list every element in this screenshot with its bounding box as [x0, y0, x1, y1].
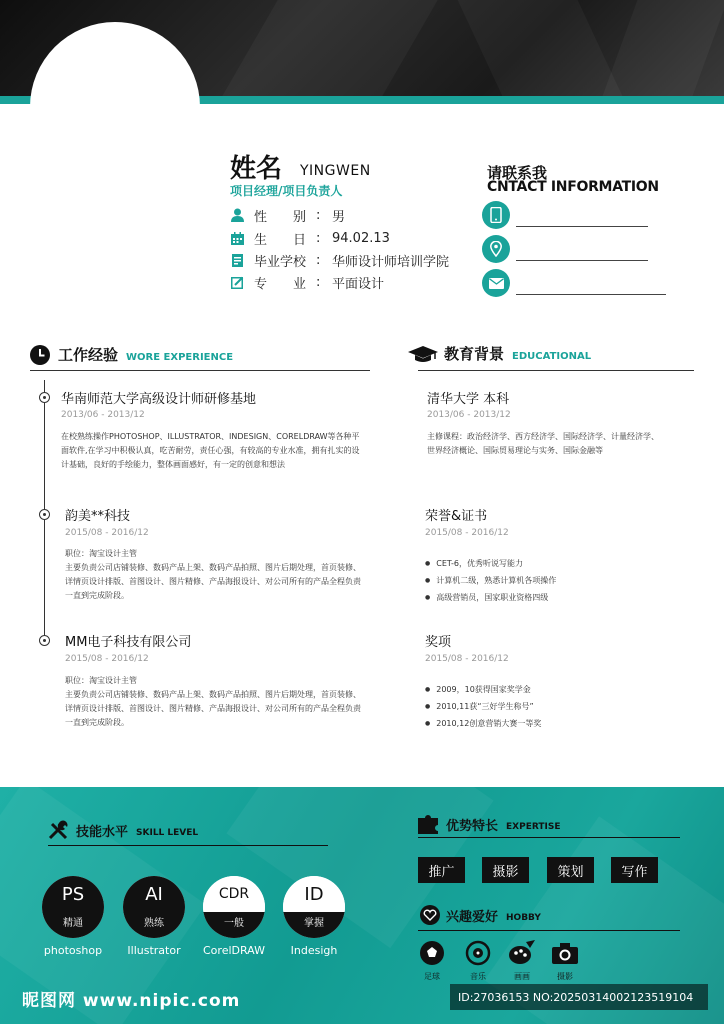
awards-list: [425, 681, 541, 732]
skill-level: 掌握: [283, 912, 345, 938]
skill-level: 一般: [203, 912, 265, 938]
education-title: 教育背景: [444, 345, 505, 363]
edit-icon: [230, 275, 244, 289]
person-icon: [230, 208, 244, 222]
calendar-icon: [230, 231, 244, 245]
hobby-label: 音乐: [470, 972, 486, 981]
skills-title-en: SKILL LEVEL: [136, 828, 199, 838]
job-role: 项目经理/项目负责人: [230, 184, 343, 198]
info-label: 性 别: [254, 209, 307, 225]
info-major: 专 业 : 平面设计: [230, 272, 384, 292]
skill-level: 精通: [42, 912, 104, 938]
skill-name: Illustrator: [127, 944, 181, 957]
list-item: ● 高级营销员，国家职业资格四级: [425, 589, 556, 606]
skill-id-badge: [283, 876, 345, 938]
education-heading: [408, 343, 591, 364]
contact-line: [516, 294, 666, 295]
job-date: 2013/06 - 2013/12: [61, 410, 145, 420]
school-icon: [230, 253, 244, 267]
puzzle-icon: [418, 812, 440, 834]
experience-rule: [30, 370, 370, 371]
info-value: 平面设计: [332, 276, 385, 292]
hobby-title-en: HOBBY: [506, 913, 541, 923]
job-description: 在校熟练操作PHOTOSHOP、ILLUSTRATOR、INDESIGN、CORELDRAW等各种平 面软件,在学习中积极认真，吃苦耐劳，责任心强，有较高的专业水准，拥有扎实的设 计基础，良好的手绘能力，整体画面感好，有一定的创意和想法: [61, 432, 360, 469]
list-item: ● 2010,12创意营销大赛一等奖: [425, 715, 541, 732]
skills-heading: [48, 820, 198, 840]
awards-date: 2015/08 - 2016/12: [425, 654, 509, 664]
job-date: 2015/08 - 2016/12: [65, 654, 149, 664]
music-icon: [464, 939, 492, 967]
skill-level: 熟练: [123, 912, 185, 938]
info-label: 生 日: [254, 232, 307, 248]
hobby-label: 摄影: [557, 972, 573, 981]
person-name: 姓名: [230, 154, 283, 184]
skills-title: 技能水平: [76, 825, 129, 840]
contact-location-row: [482, 235, 672, 265]
expertise-title-en: EXPERTISE: [506, 822, 561, 832]
skill-name: photoshop: [43, 944, 103, 957]
hobby-label: 画画: [514, 972, 530, 981]
experience-heading: [30, 344, 233, 365]
expertise-rule: [418, 837, 680, 838]
expertise-tag: 推广: [418, 857, 465, 883]
clock-icon: [30, 345, 50, 365]
football-icon: [418, 939, 446, 967]
skill-abbr: AI: [123, 876, 185, 912]
education-rule: [418, 370, 694, 371]
job-title: MM电子科技有限公司: [65, 635, 192, 650]
timeline-dot: [39, 392, 50, 403]
heart-icon: [420, 905, 440, 925]
list-item: ● 2010,11获“三好学生称号”: [425, 698, 541, 715]
job-title: 华南师范大学高级设计师研修基地: [61, 392, 257, 407]
watermark-id: ID:27036153 NO:20250314002123519104: [450, 984, 708, 1010]
contact-mail-row: [482, 269, 672, 299]
education-courses: 主修课程：政治经济学、西方经济学、国际经济学、计量经济学、 世界经济概论、国际贸易理论与实务、国际金融等: [427, 432, 659, 455]
job-title: 韵美**科技: [65, 509, 131, 524]
school-degree: 清华大学 本科: [427, 392, 510, 407]
contact-subtitle: CNTACT INFORMATION: [487, 179, 659, 195]
hobby-heading: [420, 905, 541, 925]
painting-icon: [508, 939, 536, 967]
skill-name: Indesigh: [290, 944, 338, 957]
timeline-dot: [39, 635, 50, 646]
skill-ai-badge: [123, 876, 185, 938]
contact-title: 请联系我: [487, 164, 548, 182]
info-value: 94.02.13: [332, 230, 390, 246]
skill-abbr: PS: [42, 876, 104, 912]
expertise-tag: 策划: [547, 857, 594, 883]
expertise-heading: [418, 812, 561, 834]
info-value: 华师设计师培训学院: [332, 254, 450, 270]
info-gender: 性 别 : 男: [230, 205, 345, 225]
list-item: ● CET-6，优秀听说写能力: [425, 555, 556, 572]
camera-icon: [551, 939, 579, 967]
job-description: 职位：淘宝设计主管 主要负责公司店铺装修、数码产品上架、数码产品拍照、图片后期处理，首页装修、 详情页设计排版、首图设计、图片精修、产品海报设计、对公司所有的产品全程负责 一直到完成阶段。: [65, 549, 361, 600]
skills-rule: [48, 845, 328, 846]
job-description: 职位：淘宝设计主管 主要负责公司店铺装修、数码产品上架、数码产品拍照、图片后期处理，首页装修、 详情页设计排版、首图设计、图片精修、产品海报设计、对公司所有的产品全程负责 一直到完成阶段。: [65, 676, 361, 727]
list-item: ● 2009，10获得国家奖学金: [425, 681, 541, 698]
info-label: 毕业学校: [254, 254, 307, 270]
info-value: 男: [332, 209, 346, 225]
hobby-title: 兴趣爱好: [446, 910, 499, 925]
honors-title: 荣誉&证书: [425, 509, 488, 524]
watermark-site: 昵图网 www.nipic.com: [22, 991, 241, 1011]
honors-date: 2015/08 - 2016/12: [425, 528, 509, 538]
skill-abbr: CDR: [203, 876, 265, 912]
skill-ps-badge: [42, 876, 104, 938]
awards-title: 奖项: [425, 635, 452, 650]
hobby-rule: [418, 930, 680, 931]
contact-line: [516, 226, 648, 227]
list-item: ● 计算机二级，熟悉计算机各项操作: [425, 572, 556, 589]
info-school: 毕业学校 : 华师设计师培训学院: [230, 250, 449, 270]
skill-cdr-badge: [203, 876, 265, 938]
experience-title-en: WORE EXPERIENCE: [126, 352, 234, 363]
timeline-dot: [39, 509, 50, 520]
hobby-label: 足球: [424, 972, 440, 981]
skill-name: CorelDRAW: [203, 944, 265, 957]
graduation-cap-icon: [408, 344, 438, 364]
info-label: 专 业: [254, 276, 307, 292]
expertise-title: 优势特长: [446, 819, 499, 834]
contact-phone-row: [482, 201, 672, 231]
honors-list: [425, 555, 556, 606]
tools-icon: [48, 820, 70, 840]
skill-abbr: ID: [283, 876, 345, 912]
phone-icon: [482, 201, 510, 229]
info-birthday: 生 日 : 94.02.13: [230, 228, 390, 248]
job-date: 2015/08 - 2016/12: [65, 528, 149, 538]
mail-icon: [482, 269, 510, 297]
contact-line: [516, 260, 648, 261]
education-date: 2013/06 - 2013/12: [427, 410, 511, 420]
experience-title: 工作经验: [58, 346, 119, 364]
expertise-tag: 写作: [611, 857, 658, 883]
education-title-en: EDUCATIONAL: [512, 351, 592, 362]
expertise-tag: 摄影: [482, 857, 529, 883]
location-icon: [482, 235, 510, 263]
person-name-english: YINGWEN: [300, 163, 371, 179]
